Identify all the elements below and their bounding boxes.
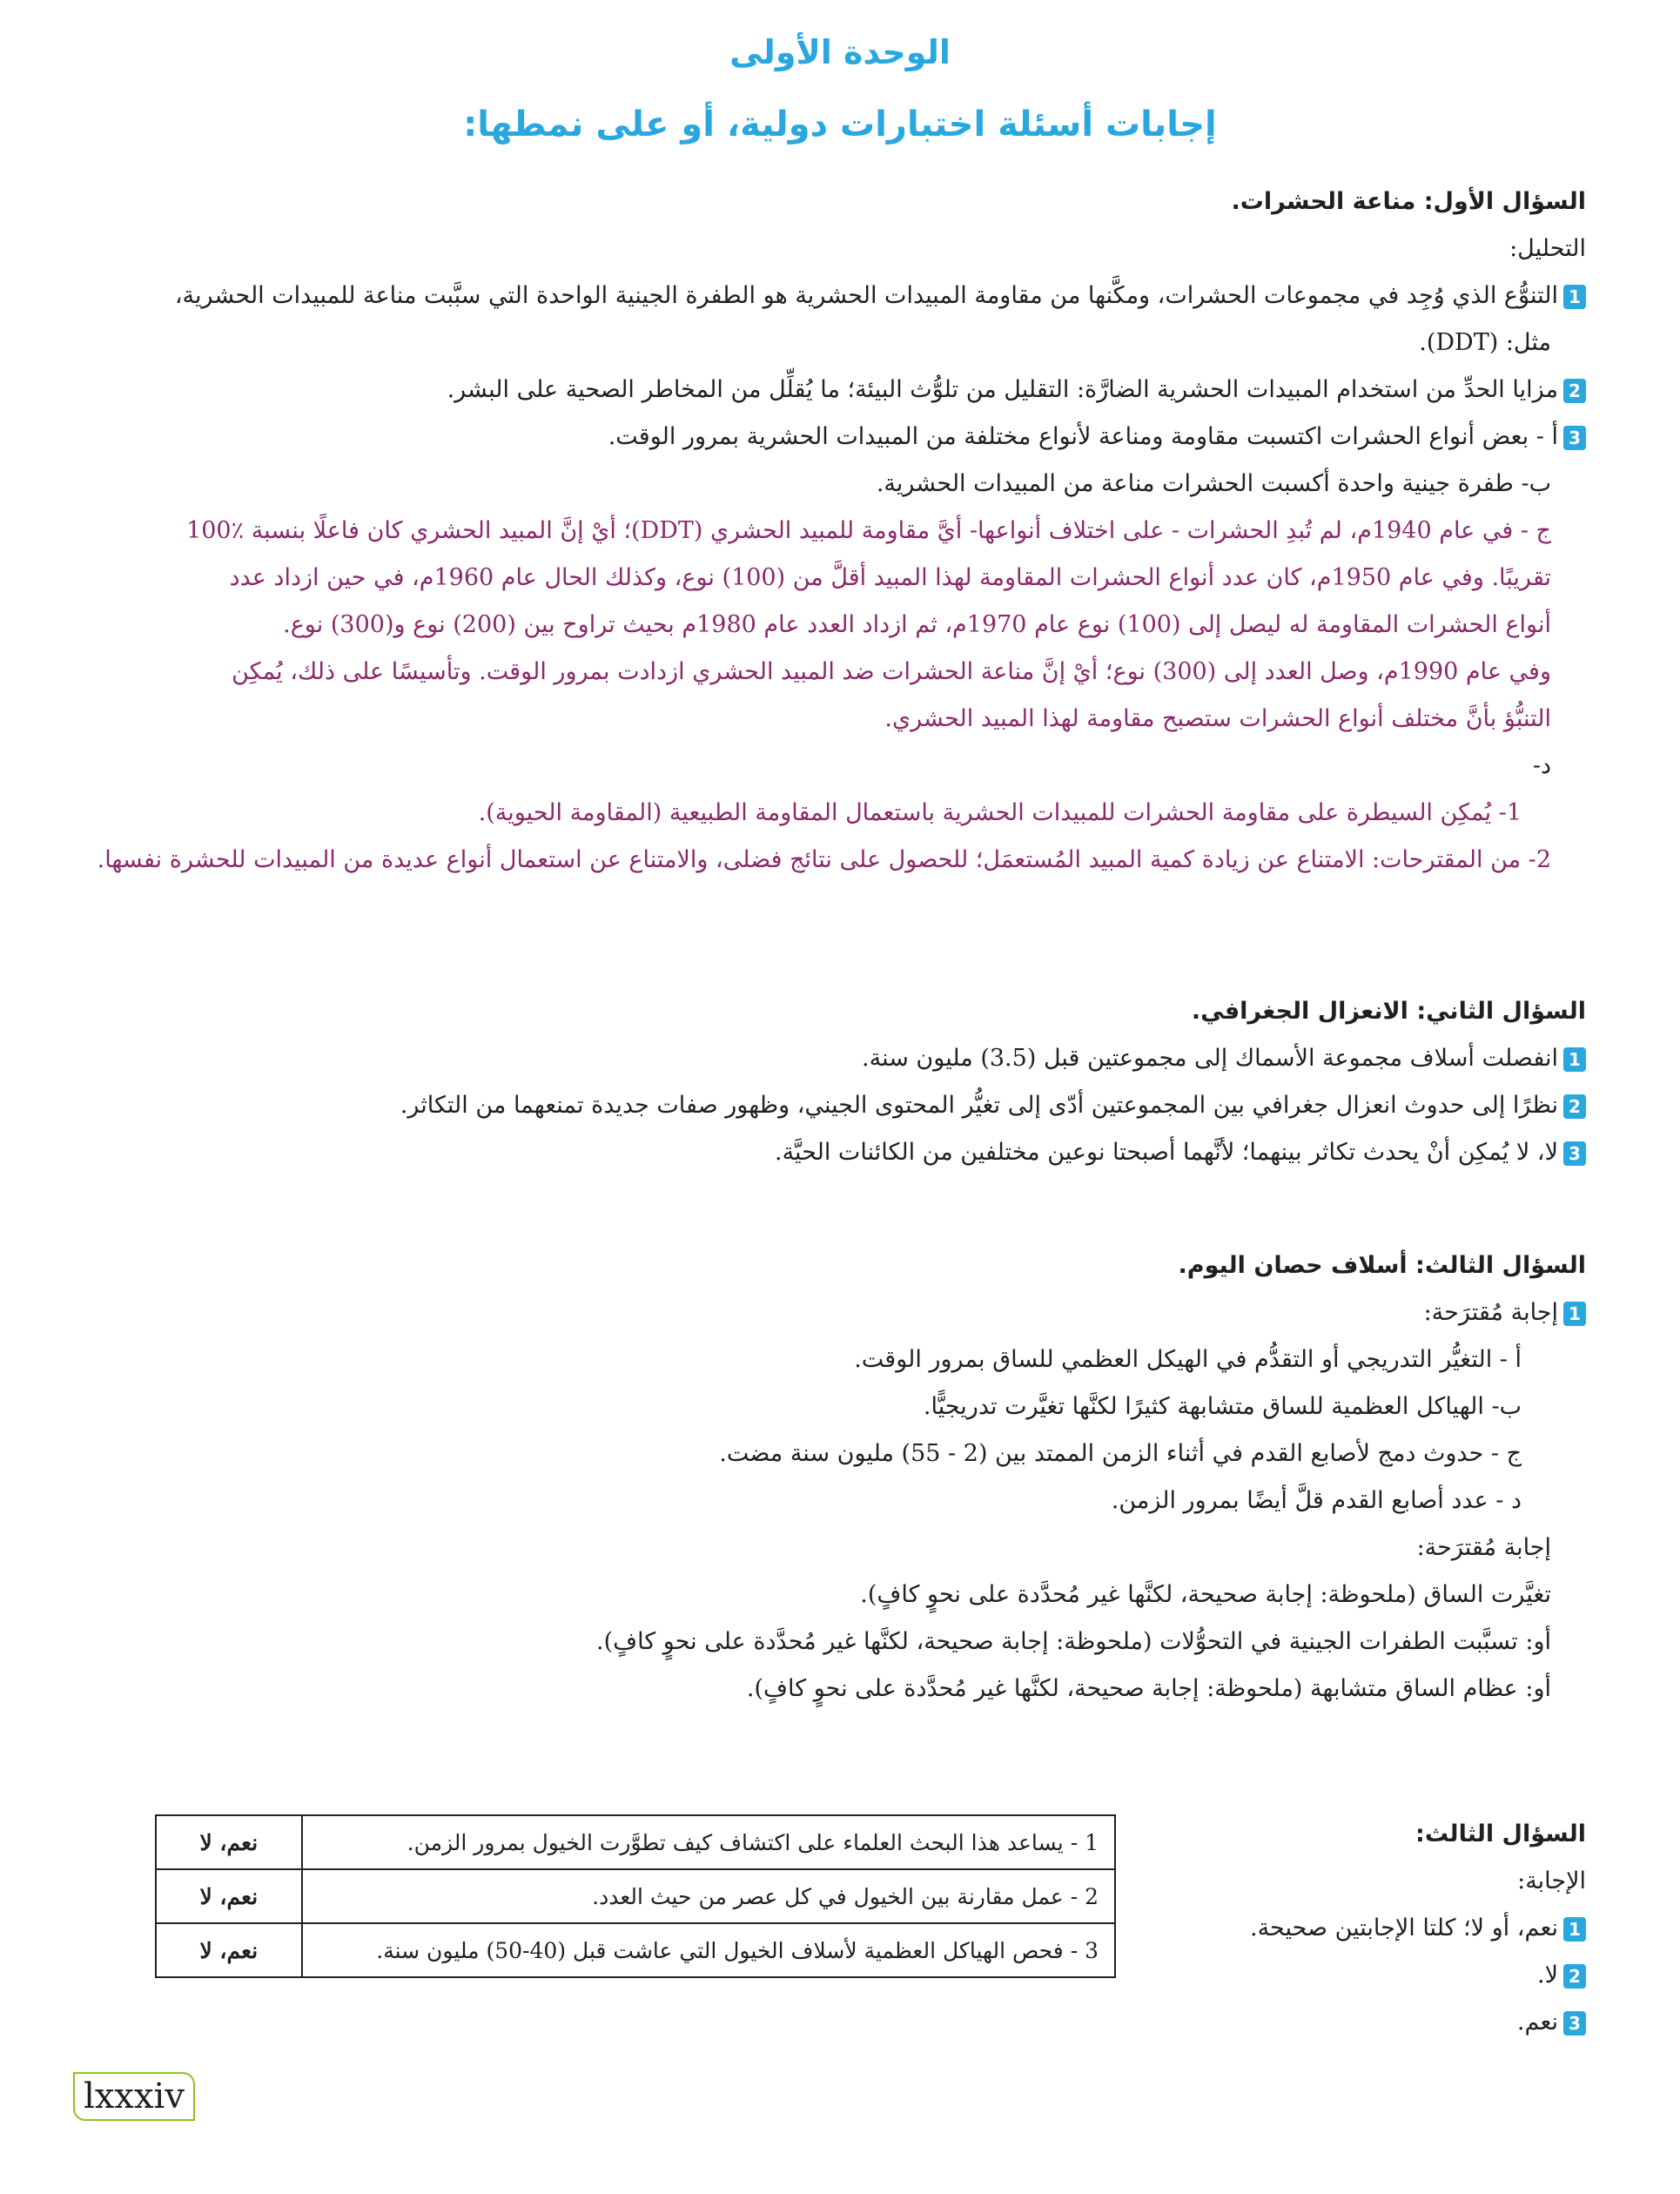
q3-answer-1	[139, 1289, 1586, 1336]
q4-answer-2-text: لا.	[1537, 1962, 1558, 1989]
q1-answer-3-alef: أ - بعض أنواع الحشرات اكتسبت مقاومة ومناعة لأنواع مختلفة من المبيدات الحشرية بمرور الوقت.	[608, 423, 1558, 450]
table-row	[156, 1923, 1115, 1977]
q1-answer-3-dal: د-	[1532, 752, 1551, 779]
q1-answer-1-cont: مثل: (DDT).	[1419, 329, 1551, 356]
number-badge-1: 1	[1563, 1047, 1586, 1072]
number-badge-3: 3	[1563, 426, 1586, 450]
table-row	[156, 1815, 1115, 1869]
q4-answer-1	[1151, 1905, 1586, 1952]
q4-answer-3-text: نعم.	[1516, 2009, 1558, 2036]
table-cell-options: نعم، لا	[156, 1923, 302, 1977]
number-badge-1: 1	[1563, 1917, 1586, 1942]
q2-answer-3	[139, 1129, 1586, 1176]
q4-answer-label: الإجابة:	[1517, 1868, 1586, 1895]
q1-answer-3-jim-3: أنواع الحشرات المقاومة له ليصل إلى (100) نوع عام 1970م، ثم ازداد العدد عام 1980م بحيث تراوح بين (200) نوع و(300) نوع.	[283, 611, 1551, 638]
q2-answer-3-text: لا، لا يُمكِن أنْ يحدث تكاثر بينهما؛ لأنَّهما أصبحتا نوعين مختلفين من الكائنات الحيَّة.	[774, 1139, 1558, 1166]
q1-answer-3-jim-2: تقريبًا. وفي عام 1950م، كان عدد أنواع الحشرات المقاومة لهذا المبيد أقلَّ من (100) نوع، وكذلك الحال عام 1960م، في حين ازداد عدد	[229, 564, 1551, 591]
q3-alt-2: أو: تسبَّبت الطفرات الجينية في التحوُّلات (ملحوظة: إجابة صحيحة، لكنَّها غير مُحدَّدة على نحوٍ كافٍ).	[596, 1628, 1551, 1655]
table-cell-statement: 2 - عمل مقارنة بين الخيول في كل عصر من حيث العدد.	[302, 1869, 1115, 1923]
question-1-section	[97, 178, 1586, 884]
q4-answer-1-text: نعم، أو لا؛ كلتا الإجابتين صحيحة.	[1250, 1915, 1558, 1942]
q1-answer-2	[139, 367, 1586, 414]
question-4-heading: السؤال الثالث:	[1415, 1820, 1586, 1847]
question-4-section	[1151, 1811, 1586, 2046]
q2-answer-1	[139, 1035, 1586, 1082]
q4-answer-2	[1151, 1952, 1586, 1999]
q2-answer-1-text: انفصلت أسلاف مجموعة الأسماك إلى مجموعتين قبل (3.5) مليون سنة.	[862, 1045, 1558, 1072]
table-cell-statement: 3 - فحص الهياكل العظمية لأسلاف الخيول التي عاشت قبل (40-50) مليون سنة.	[302, 1923, 1115, 1977]
question-2-section	[139, 988, 1586, 1176]
number-badge-1: 1	[1563, 285, 1586, 309]
q3-alef: أ - التغيُّر التدريجي أو التقدُّم في الهيكل العظمي للساق بمرور الوقت.	[854, 1346, 1522, 1373]
number-badge-2: 2	[1563, 379, 1586, 403]
q2-answer-2	[139, 1082, 1586, 1129]
table-cell-options: نعم، لا	[156, 1869, 302, 1923]
q3-ba: ب- الهياكل العظمية للساق متشابهة كثيرًا لكنَّها تغيَّرت تدريجيًّا.	[923, 1393, 1522, 1420]
q1-answer-1	[139, 273, 1586, 320]
q3-alt-3: أو: عظام الساق متشابهة (ملحوظة: إجابة صحيحة، لكنَّها غير مُحدَّدة على نحوٍ كافٍ).	[746, 1675, 1551, 1702]
q3-jim: ج - حدوث دمج لأصابع القدم في أثناء الزمن الممتد بين (2 - 55) مليون سنة مضت.	[719, 1440, 1522, 1467]
q1-answer-2-text: مزايا الحدِّ من استخدام المبيدات الحشرية الضارَّة: التقليل من تلوُّث البيئة؛ ما يُقلِّل من المخاطر الصحية على البشر.	[447, 376, 1558, 403]
yes-no-table	[155, 1814, 1116, 1978]
q3-alt-1: تغيَّرت الساق (ملحوظة: إجابة صحيحة، لكنَّها غير مُحدَّدة على نحوٍ كافٍ).	[860, 1581, 1551, 1608]
number-badge-2: 2	[1563, 1964, 1586, 1989]
question-1-heading: السؤال الأول: مناعة الحشرات.	[1231, 188, 1586, 215]
q4-answer-3	[1151, 1999, 1586, 2046]
q1-answer-3-dal-2: 2- من المقترحات: الامتناع عن زيادة كمية المبيد المُستعمَل؛ للحصول على نتائج فضلى، والامتناع عن استعمال أنواع عديدة من المبيدات للحشرة نفسها.	[97, 846, 1551, 873]
q3-dal: د - عدد أصابع القدم قلَّ أيضًا بمرور الزمن.	[1111, 1487, 1522, 1514]
q1-answer-3-ba: ب- طفرة جينية واحدة أكسبت الحشرات مناعة من المبيدات الحشرية.	[876, 470, 1551, 497]
question-3-section	[139, 1242, 1586, 1713]
q3-suggested-label: إجابة مُقترَحة:	[1423, 1299, 1558, 1326]
table-cell-options: نعم، لا	[156, 1815, 302, 1869]
unit-title: الوحدة الأولى	[729, 33, 951, 71]
number-badge-2: 2	[1563, 1094, 1586, 1119]
question-2-heading: السؤال الثاني: الانعزال الجغرافي.	[1191, 998, 1586, 1025]
q2-answer-2-text: نظرًا إلى حدوث انعزال جغرافي بين المجموعتين أدّى إلى تغيُّر المحتوى الجيني، وظهور صفات جديدة تمنعهما من التكاثر.	[400, 1092, 1558, 1119]
table-cell-statement: 1 - يساعد هذا البحث العلماء على اكتشاف كيف تطوَّرت الخيول بمرور الزمن.	[302, 1815, 1115, 1869]
page-number: lxxxiv	[73, 2072, 195, 2121]
question-3-heading: السؤال الثالث: أسلاف حصان اليوم.	[1178, 1252, 1586, 1279]
number-badge-3: 3	[1563, 1141, 1586, 1166]
q1-answer-1-text: التنوُّع الذي وُجِد في مجموعات الحشرات، ومكَّنها من مقاومة المبيدات الحشرية هو الطفرة الجينية الواحدة التي سبَّبت مناعة للمبيدات الحشرية،	[174, 282, 1558, 309]
number-badge-3: 3	[1563, 2011, 1586, 2036]
q1-answer-3-jim-1: ج - في عام 1940م، لم تُبدِ الحشرات - على اختلاف أنواعها- أيَّ مقاومة للمبيد الحشري (DDT)؛ أيْ إنَّ المبيد الحشري كان فاعلًا بنسبة ٪100	[186, 517, 1551, 544]
table-row	[156, 1869, 1115, 1923]
q3-suggested-label-2: إجابة مُقترَحة:	[1416, 1534, 1551, 1561]
q1-answer-3-jim-4: وفي عام 1990م، وصل العدد إلى (300) نوع؛ أيْ إنَّ مناعة الحشرات ضد المبيد الحشري ازدادت بمرور الوقت. وتأسيسًا على ذلك، يُمكِن	[232, 658, 1551, 685]
q1-answer-3-dal-1: 1- يُمكِن السيطرة على مقاومة الحشرات للمبيدات الحشرية باستعمال المقاومة الطبيعية (المقاومة الحيوية).	[478, 799, 1522, 826]
number-badge-1: 1	[1563, 1302, 1586, 1326]
analysis-label: التحليل:	[1509, 235, 1586, 262]
q1-answer-3-jim-5: التنبُّؤ بأنَّ مختلف أنواع الحشرات ستصبح مقاومة لهذا المبيد الحشري.	[884, 705, 1551, 732]
page-title: إجابات أسئلة اختبارات دولية، أو على نمطها:	[463, 104, 1217, 145]
q1-answer-3	[139, 414, 1586, 461]
